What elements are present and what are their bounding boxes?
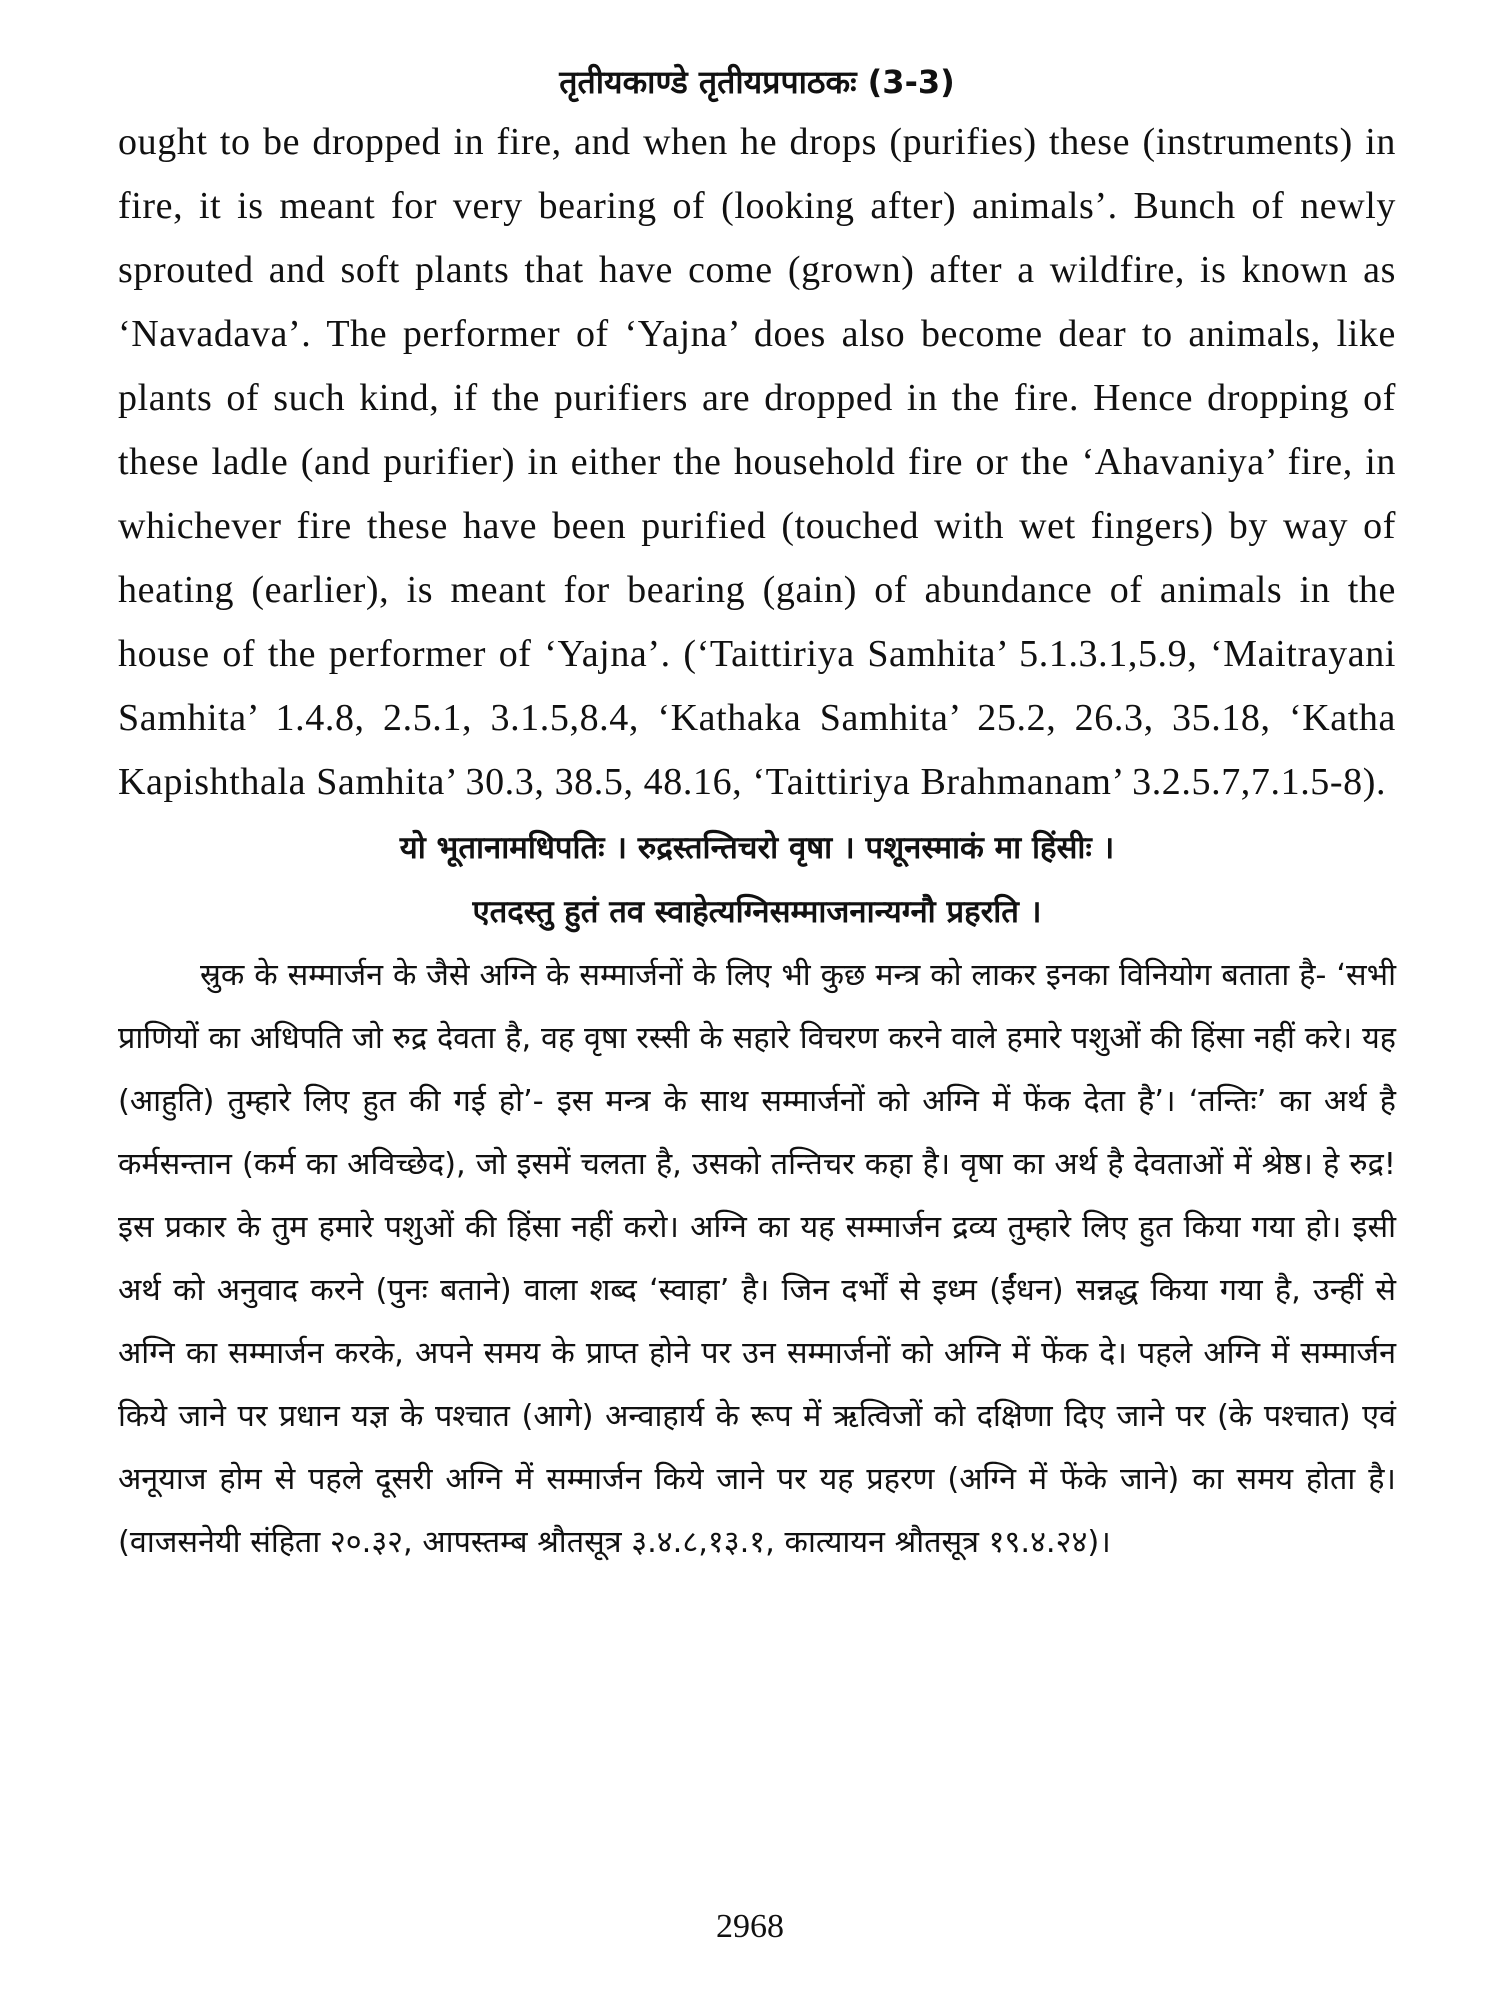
verse-line-1: यो भूतानामधिपतिः । रुद्रस्तन्तिचरो वृषा । पशूनस्माकं मा हिंसीः । <box>399 830 1115 866</box>
hindi-paragraph: स्रुक के सम्मार्जन के जैसे अग्नि के सम्मार्जनों के लिए भी कुछ मन्त्र को लाकर इनका विनियोग बताता है- ‘सभी प्राणियों का अधिपति जो रुद्र देवता है, वह वृषा रस्सी के सहारे विचरण करने वाले हमारे पशुओं की हिंसा नहीं करे। यह (आहुति) तुम्हारे लिए हुत की गई हो’- इस मन्त्र के साथ सम्मार्जनों को अग्नि में फेंक देता है’। ‘तन्तिः’ का अर्थ है कर्मसन्तान (कर्म का अविच्छेद), जो इसमें चलता है, उसको तन्तिचर कहा है। वृषा का अर्थ है देवताओं में श्रेष्ठ। हे रुद्र! इस प्रकार के तुम हमारे पशुओं की हिंसा नहीं करो। अग्नि का यह सम्मार्जन द्रव्य तुम्हारे लिए हुत किया गया हो। इसी अर्थ को अनुवाद करने (पुनः बताने) वाला शब्द ‘स्वाहा’ है। जिन दर्भों से इध्म (ईंधन) सन्नद्ध किया गया है, उन्हीं से अग्नि का सम्मार्जन करके, अपने समय के प्राप्त होने पर उन सम्मार्जनों को अग्नि में फेंक दे। पहले अग्नि में सम्मार्जन किये जाने पर प्रधान यज्ञ के पश्चात (आगे) अन्वाहार्य के रूप में ऋत्विजों को दक्षिणा दिए जाने पर (के पश्चात) एवं अनूयाज होम से पहले दूसरी अग्नि में सम्मार्जन किये जाने पर यह प्रहरण (अग्नि में फेंके जाने) का समय होता है। (वाजसनेयी संहिता २०.३२, आपस्तम्ब श्रौतसूत्र ३.४.८,१३.१, कात्यायन श्रौतसूत्र १९.४.२४)। <box>118 958 1396 1560</box>
running-header: तृतीयकाण्डे तृतीयप्रपाठकः (3-3) <box>559 63 955 101</box>
page-body <box>118 60 1396 1574</box>
page-number: 2968 <box>716 1908 784 1945</box>
english-paragraph: ought to be dropped in fire, and when he drops (purifies) these (instruments) in fire, it is meant for very bearing of (looking after) animals’. Bunch of newly sprouted and soft plants that have come (grown) after a wildfire, is known as ‘Navadava’. The performer of ‘Yajna’ does also become dear to animals, like plants of such kind, if the purifiers are dropped in the fire. Hence dropping of these ladle (and purifier) in either the household fire or the ‘Ahavaniya’ fire, in whichever fire these have been purified (touched with wet fingers) by way of heating (earlier), is meant for bearing (gain) of abundance of animals in the house of the performer of ‘Yajna’. (‘Taittiriya Samhita’ 5.1.3.1,5.9, ‘Maitrayani Samhita’ 1.4.8, 2.5.1, 3.1.5,8.4, ‘Kathaka Samhita’ 25.2, 26.3, 35.18, ‘Katha Kapishthala Samhita’ 30.3, 38.5, 48.16, ‘Taittiriya Brahmanam’ 3.2.5.7,7.1.5-8). <box>118 121 1396 803</box>
verse-line-2: एतदस्तु हुतं तव स्वाहेत्यग्निसम्माजनान्यग्नौ प्रहरति । <box>472 894 1042 930</box>
